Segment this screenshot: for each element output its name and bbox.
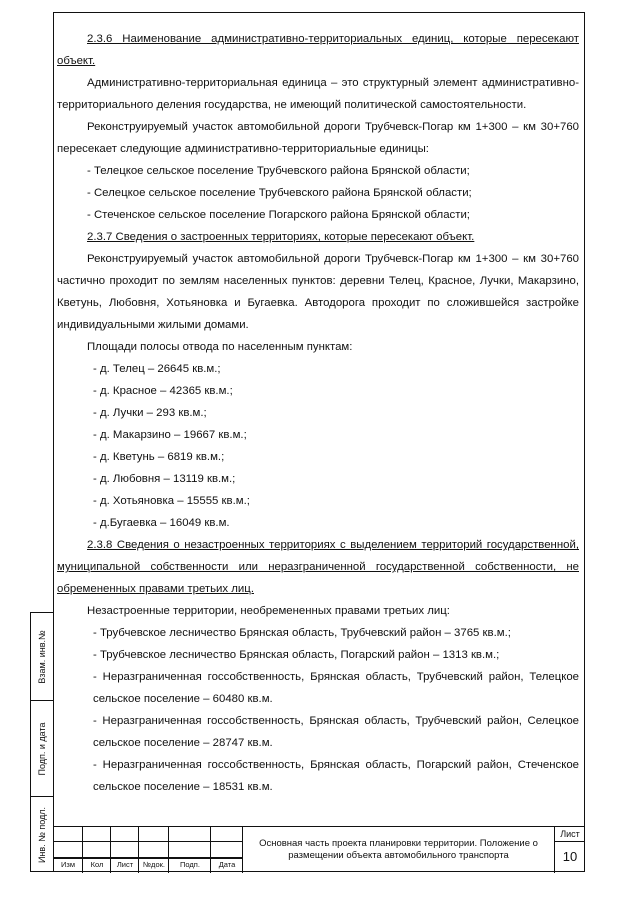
list-item: - д. Любовня – 13119 кв.м.; (93, 473, 236, 485)
paragraph: Реконструируемый участок автомобильной дороги Трубчевск-Погар км 1+300 – км 30+760 частично проходит по землям населенных пунктов: деревни Телец, Красное, Лучки, Макарзино, Кветунь, Любовня, Хотьяновка и Бугаевка. Автодорога проходит по сложившейся застройке индивидуальными жилыми домами. (57, 253, 579, 331)
stamp-title-text: Основная часть проекта планировки территории. Положение о размещении объекта автомобильного транспорта (259, 838, 538, 861)
stamp-sheet-label: Лист (555, 827, 585, 842)
stamp-title (243, 827, 555, 873)
title-stamp (53, 826, 585, 872)
strip-label-inv-replace: Взам. инв.№ (37, 629, 47, 684)
document-body (57, 28, 579, 798)
stamp-header-izm: Изм (61, 860, 75, 869)
list-item: - д. Кветунь – 6819 кв.м.; (93, 451, 225, 463)
paragraph: Площади полосы отвода по населенным пунктам: (87, 341, 353, 353)
paragraph: Незастроенные территории, необремененных правами третьих лиц: (87, 605, 450, 617)
stamp-header-list: Лист (116, 860, 134, 869)
strip-cell-sign-date (31, 701, 53, 797)
stamp-header-kol: Кол (90, 860, 104, 869)
section-heading-2-3-6-cont: объект. (57, 55, 96, 67)
list-item: - Телецкое сельское поселение Трубчевского района Брянской области; (87, 165, 470, 177)
strip-cell-inv-replace (31, 613, 53, 701)
strip-label-sign-date: Подп. и дата (37, 721, 47, 776)
list-item: - Стеченское сельское поселение Погарского района Брянской области; (87, 209, 470, 221)
paragraph: Реконструируемый участок автомобильной дороги Трубчевск-Погар км 1+300 – км 30+760 пересекает следующие административно-территориальные единицы: (57, 121, 579, 155)
list-item: - Неразграниченная госсобственность, Брянская область, Трубчевский район, Телецкое сельское поселение – 60480 кв.м. (93, 671, 579, 705)
list-item: - Селецкое сельское поселение Трубчевского района Брянской области; (87, 187, 472, 199)
list-item: - д. Хотьяновка – 15555 кв.м.; (93, 495, 250, 507)
list-item: - Неразграниченная госсобственность, Брянская область, Погарский район, Стеченское сельское поселение – 18531 кв.м. (93, 759, 579, 793)
list-item: - д. Макарзино – 19667 кв.м.; (93, 429, 247, 441)
list-item: - д. Телец – 26645 кв.м.; (93, 363, 221, 375)
list-item: - д. Красное – 42365 кв.м.; (93, 385, 233, 397)
stamp-sheet-number: 10 (562, 849, 578, 864)
paragraph: Административно-территориальная единица – это структурный элемент административно-территориального деления государства, не имеющий политической самостоятельности. (57, 77, 579, 111)
list-item: - Трубчевское лесничество Брянская область, Погарский район – 1313 кв.м.; (93, 649, 500, 661)
stamp-header-podp: Подп. (180, 860, 200, 869)
side-strip (30, 612, 53, 872)
strip-cell-inv-orig (31, 797, 53, 873)
section-heading-2-3-7: 2.3.7 Сведения о застроенных территориях, которые пересекают объект. (87, 231, 475, 243)
section-heading-2-3-8: 2.3.8 Сведения о незастроенных территориях с выделением территорий государственной, муниципальной собственности или неразграниченной государственной собственности, не обремененных правами третьих лиц. (57, 539, 579, 595)
strip-label-inv-orig: Инв. № подл. (37, 806, 47, 864)
stamp-header-data: Дата (218, 860, 236, 869)
list-item: - Трубчевское лесничество Брянская область, Трубчевский район – 3765 кв.м.; (93, 627, 511, 639)
stamp-row (53, 842, 243, 858)
list-item: - д. Лучки – 293 кв.м.; (93, 407, 207, 419)
section-heading-2-3-6: 2.3.6 Наименование административно-территориальных единиц, которые пересекают (87, 33, 579, 45)
list-item: - Неразграниченная госсобственность, Брянская область, Трубчевский район, Селецкое сельское поселение – 28747 кв.м. (93, 715, 579, 749)
list-item: - д.Бугаевка – 16049 кв.м. (93, 517, 230, 529)
stamp-row (53, 827, 243, 842)
stamp-header-ndok: №док. (143, 860, 165, 869)
